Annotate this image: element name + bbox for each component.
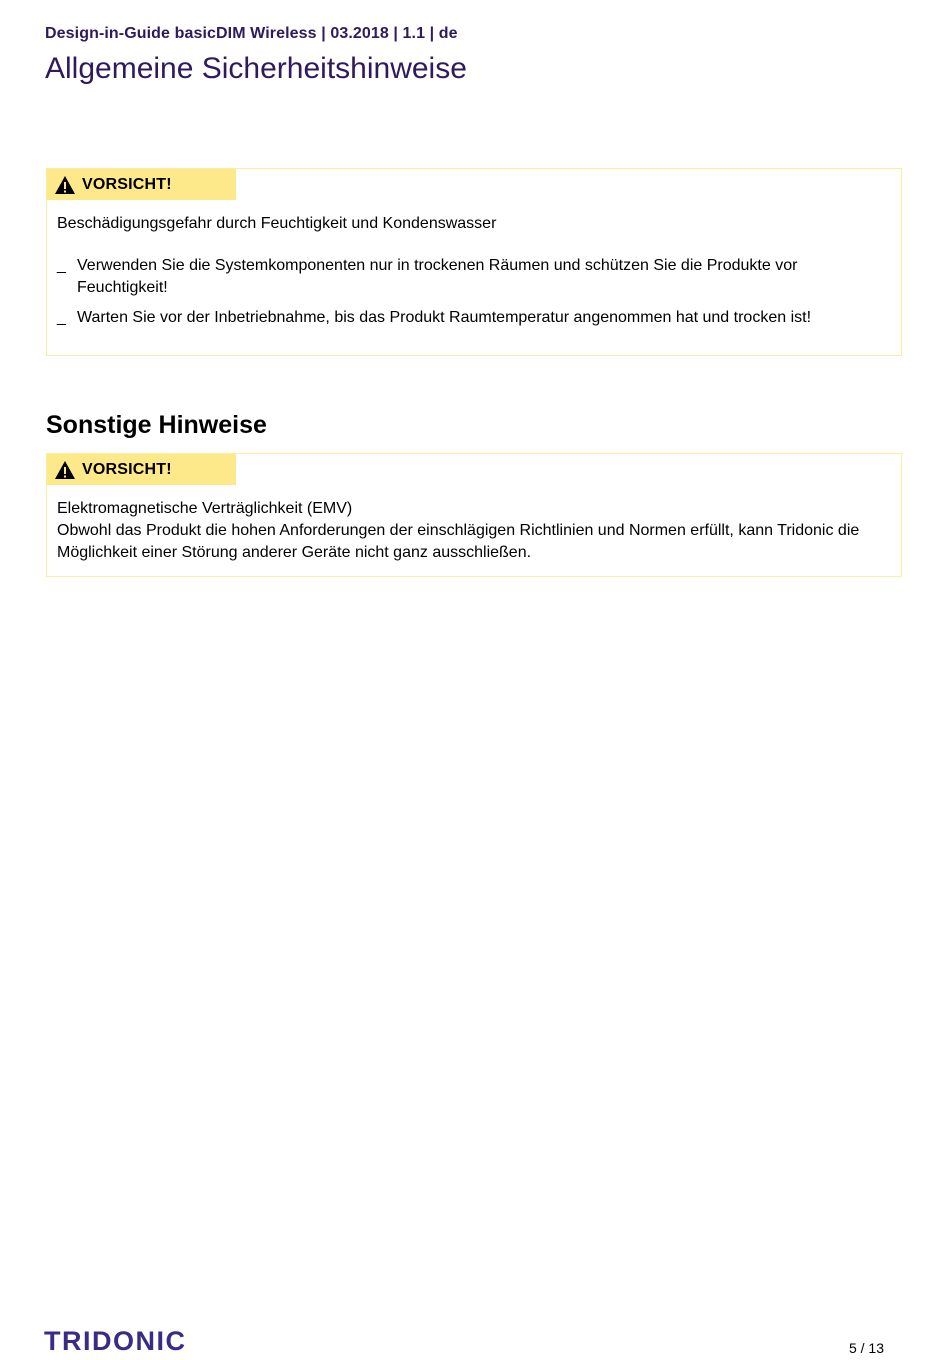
list-item <box>57 255 887 299</box>
caution-box-emv <box>46 453 902 577</box>
warning-triangle-icon <box>54 175 76 195</box>
warning-triangle-icon <box>54 460 76 480</box>
bullet-dash: _ <box>57 309 66 326</box>
caution-label: VORSICHT! <box>82 175 172 193</box>
caution-label: VORSICHT! <box>82 460 172 478</box>
emv-body: Obwohl das Produkt die hohen Anforderungen der einschlägigen Richtlinien und Normen erfüllt, kann Tridonic die Möglichkeit einer Störung anderer Geräte nicht ganz ausschließen. <box>57 522 860 561</box>
list-item <box>57 307 887 329</box>
emv-title: Elektromagnetische Verträglichkeit (EMV) <box>57 500 353 517</box>
document-meta: Design-in-Guide basicDIM Wireless | 03.2018 | 1.1 | de <box>45 25 458 42</box>
caution-intro: Beschädigungsgefahr durch Feuchtigkeit und Kondenswasser <box>57 215 497 232</box>
caution-box-moisture <box>46 168 902 356</box>
tridonic-logo: TRIDONIC <box>44 1326 187 1356</box>
bullet-text: Warten Sie vor der Inbetriebnahme, bis das Produkt Raumtemperatur angenommen hat und trocken ist! <box>77 309 812 326</box>
caution-header <box>47 454 236 485</box>
page-number: 5 / 13 <box>848 1340 884 1356</box>
bullet-dash: _ <box>57 257 66 274</box>
page-title: Allgemeine Sicherheitshinweise <box>45 52 467 85</box>
bullet-text: Verwenden Sie die Systemkomponenten nur in trockenen Räumen und schützen Sie die Produkte vor Feuchtigkeit! <box>77 257 798 296</box>
caution-bullet-list <box>57 255 887 337</box>
caution-header <box>47 169 236 200</box>
section-heading: Sonstige Hinweise <box>46 411 267 439</box>
